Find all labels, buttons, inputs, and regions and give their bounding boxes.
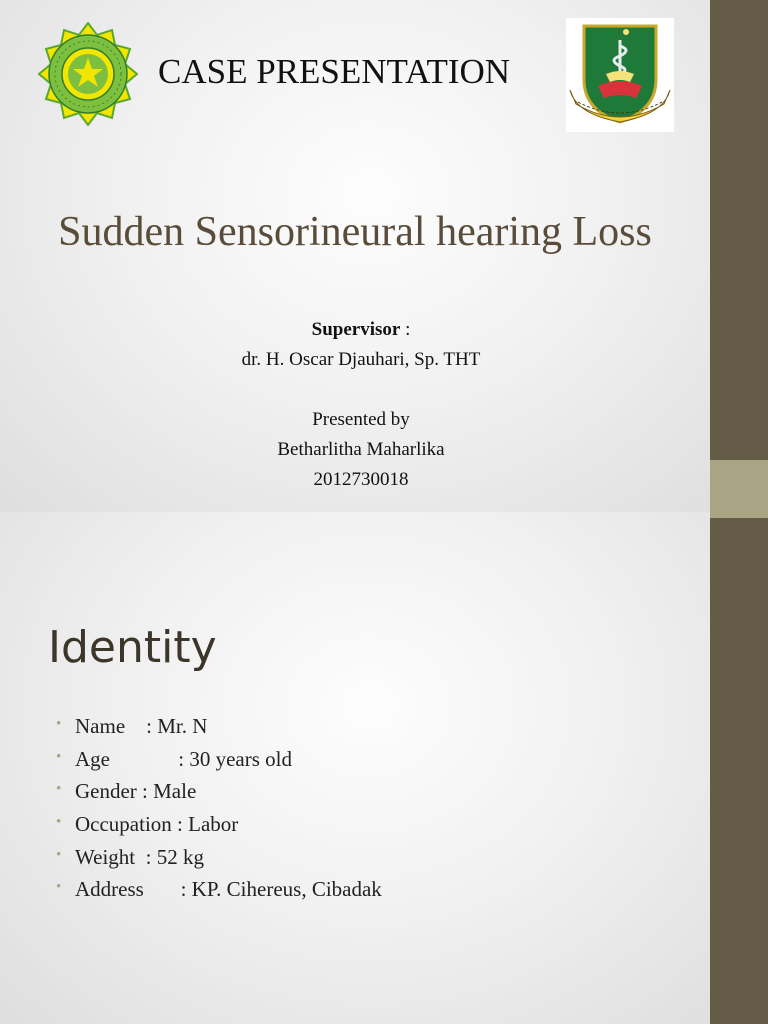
list-item (56, 779, 382, 812)
bullet-icon: • (56, 846, 62, 863)
university-seal-icon (36, 22, 140, 126)
bullet-icon: • (56, 781, 62, 798)
sidebar-stripe-accent (710, 460, 768, 518)
identity-address: Address : KP. Cihereus, Cibadak (75, 877, 382, 902)
supervisor-colon: : (400, 319, 411, 340)
list-item (56, 812, 382, 845)
list-item (56, 845, 382, 878)
identity-title: Identity (48, 622, 217, 673)
case-presentation-heading: CASE PRESENTATION (158, 52, 511, 91)
hospital-crest-icon (566, 18, 674, 132)
identity-list (56, 714, 382, 910)
list-item (56, 714, 382, 747)
presented-by-label: Presented by (312, 409, 410, 430)
identity-name: Name : Mr. N (75, 714, 208, 738)
bullet-icon: • (56, 748, 62, 765)
identity-gender: Gender : Male (75, 779, 197, 804)
presenter-name: Betharlitha Maharlika (277, 439, 445, 460)
list-item (56, 877, 382, 910)
title-slide (0, 0, 710, 512)
presenter-id: 2012730018 (313, 469, 409, 490)
identity-age: Age : 30 years old (75, 746, 292, 771)
identity-slide (0, 512, 710, 1024)
list-item (56, 747, 382, 780)
supervisor-line (0, 319, 710, 341)
bullet-icon: • (56, 716, 62, 732)
bullet-icon: • (56, 814, 62, 831)
sidebar-stripe-top (710, 0, 768, 460)
identity-occupation: Occupation : Labor (75, 812, 239, 837)
supervisor-label: Supervisor (311, 319, 401, 340)
sidebar-stripe-bottom (710, 518, 768, 1024)
slide-title: Sudden Sensorineural hearing Loss (58, 209, 652, 255)
bullet-icon: • (56, 879, 62, 896)
identity-weight: Weight : 52 kg (75, 844, 204, 869)
supervisor-name: dr. H. Oscar Djauhari, Sp. THT (241, 349, 481, 370)
